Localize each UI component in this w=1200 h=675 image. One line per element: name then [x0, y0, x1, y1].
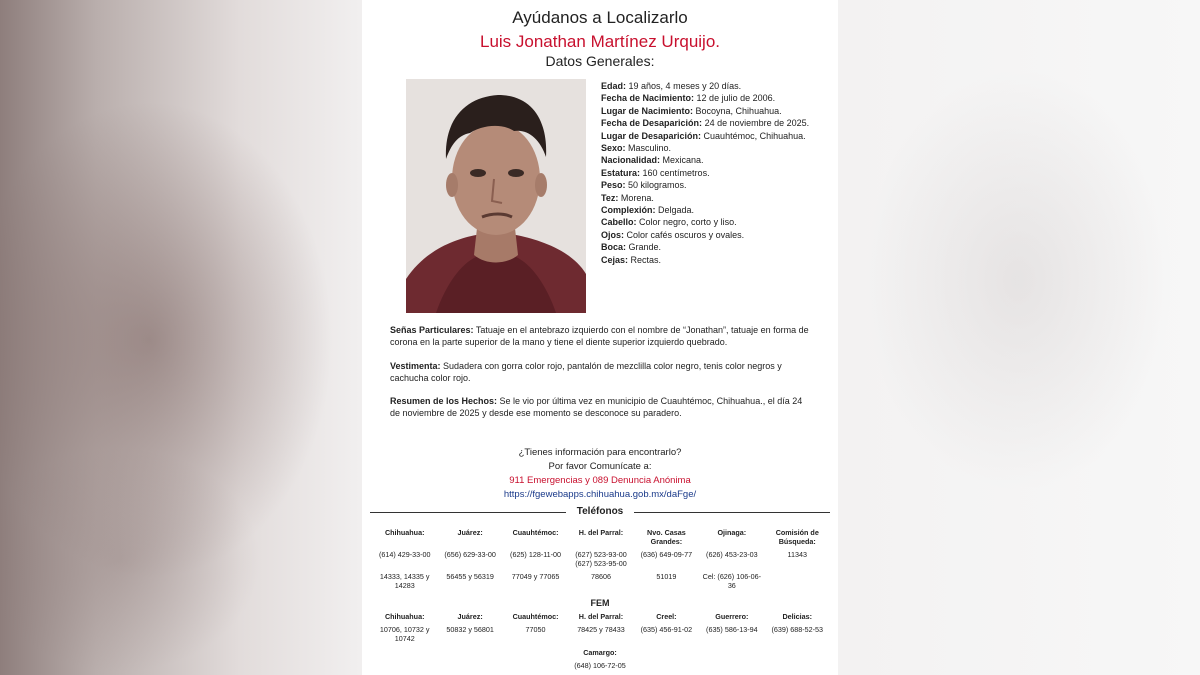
- detail-label: Edad:: [601, 81, 627, 91]
- facts-summary-label: Resumen de los Hechos:: [390, 396, 498, 406]
- detail-label: Fecha de Desaparición:: [601, 118, 703, 129]
- detail-label: Cabello:: [601, 217, 637, 228]
- detail-value: Grande.: [628, 242, 662, 253]
- emergency-numbers: 911 Emergencias y 089 Denuncia Anónima: [509, 475, 691, 486]
- phones-city-header: H. del Parral:: [578, 528, 624, 537]
- missing-person-poster: [362, 0, 838, 675]
- detail-row: [601, 92, 813, 104]
- fem-city-header: H. del Parral:: [578, 612, 624, 621]
- fem-city-header: Juárez:: [457, 612, 483, 621]
- fem-number-cell: (635) 586-13-94: [706, 625, 758, 634]
- clothing: [390, 360, 814, 384]
- phones-number-cell: (627) 523-93-00 (627) 523-95-00: [575, 550, 627, 568]
- distinguishing-marks-text: Tatuaje en el antebrazo izquierdo con el nombre de “Jonathan”, tatuaje en forma de corona en la parte superior de la mano y tiene el diente superior izquierdo quebrado.: [390, 325, 809, 347]
- detail-label: Sexo:: [601, 143, 626, 154]
- fem-city-header: Cuauhtémoc:: [512, 612, 559, 621]
- phones-table: [372, 529, 830, 590]
- phones-number-cell: 11343: [787, 550, 807, 559]
- detail-label: Ojos:: [601, 229, 625, 240]
- clothing-label: Vestimenta:: [390, 361, 441, 371]
- fem-number-cell: 78425 y 78433: [577, 625, 625, 634]
- person-name: Luis Jonathan Martínez Urquijo.: [479, 32, 721, 51]
- poster-heading: Ayúdanos a Localizarlo: [512, 8, 688, 27]
- phones-city-header: Juárez:: [457, 528, 483, 537]
- detail-row: [601, 179, 813, 191]
- fem-table: [372, 613, 830, 643]
- fem-number-cell: (639) 688-52-53: [771, 625, 824, 634]
- detail-value: Masculino.: [628, 143, 672, 154]
- fem-city-header: Creel:: [656, 612, 677, 621]
- distinguishing-marks: [390, 324, 814, 348]
- fem-camargo-label: Camargo:: [583, 648, 617, 657]
- detail-row: [601, 254, 813, 266]
- phones-number-cell: (636) 649-09-77: [640, 550, 693, 559]
- detail-label: Complexión:: [601, 205, 656, 216]
- detail-label: Nacionalidad:: [601, 155, 661, 166]
- detail-value: Morena.: [620, 192, 654, 203]
- fem-city-header: Delicias:: [782, 612, 813, 621]
- detail-row: [601, 105, 813, 117]
- phones-extension-cell: [765, 573, 830, 590]
- phones-city-header: Cuauhtémoc:: [512, 528, 559, 537]
- detail-row: [601, 216, 813, 228]
- detail-value: Mexicana.: [662, 155, 704, 166]
- background-blur-right: [838, 0, 1200, 675]
- detail-value: Delgada.: [658, 205, 695, 216]
- fem-city-header: Chihuahua:: [384, 612, 425, 621]
- detail-row: [601, 130, 813, 142]
- detail-row: [601, 204, 813, 216]
- phones-extension-cell: 78606: [590, 572, 611, 581]
- detail-label: Boca:: [601, 242, 627, 253]
- phones-extension-cell: 77049 y 77065: [511, 572, 560, 581]
- detail-value: Color cafés oscuros y ovales.: [626, 229, 745, 240]
- fem-city-header: Guerrero:: [715, 612, 749, 621]
- detail-label: Fecha de Nacimiento:: [601, 93, 695, 104]
- general-data-list: [601, 80, 813, 266]
- fem-number-cell: (635) 456-91-02: [640, 625, 693, 634]
- phones-extension-cell: 51019: [656, 572, 677, 581]
- phones-city-header: Ojinaga:: [717, 528, 747, 537]
- detail-row: [601, 80, 813, 92]
- detail-value: Color negro, corto y liso.: [639, 217, 737, 228]
- detail-value: 50 kilogramos.: [628, 180, 687, 191]
- person-photo: [406, 79, 586, 313]
- facts-summary: [390, 395, 814, 419]
- detail-label: Cejas:: [601, 254, 629, 265]
- detail-label: Lugar de Nacimiento:: [601, 105, 694, 116]
- contact-please: Por favor Comunícate a:: [548, 461, 652, 472]
- phones-number-cell: (625) 128-11-00: [510, 550, 562, 559]
- phones-extension-cell: 14333, 14335 y 14283: [379, 572, 430, 590]
- phones-extension-cell: 56455 y 56319: [446, 572, 494, 581]
- phones-city-header: Comisión de Búsqueda:: [775, 528, 819, 546]
- fem-number-cell: 50832 y 56801: [446, 625, 494, 634]
- detail-label: Peso:: [601, 180, 626, 191]
- detail-row: [601, 117, 813, 129]
- detail-label: Estatura:: [601, 167, 641, 178]
- fem-title: FEM: [590, 598, 610, 608]
- detail-value: 160 centímetros.: [642, 167, 710, 178]
- detail-row: [601, 241, 813, 253]
- contact-question: ¿Tienes información para encontrarlo?: [518, 447, 682, 458]
- phones-number-cell: (656) 629-33-00: [444, 550, 496, 559]
- detail-row: [601, 142, 813, 154]
- detail-label: Lugar de Desaparición:: [601, 130, 702, 141]
- section-title-general-data: Datos Generales:: [545, 53, 655, 69]
- portrait-illustration: [406, 79, 586, 313]
- phones-title: Teléfonos: [576, 506, 624, 517]
- detail-value: Rectas.: [630, 254, 662, 265]
- detail-row: [601, 167, 813, 179]
- phones-city-header: Nvo. Casas Grandes:: [647, 528, 686, 546]
- distinguishing-marks-label: Señas Particulares:: [390, 325, 474, 335]
- background-blur-left: [0, 0, 362, 675]
- phones-number-cell: (614) 429-33-00: [378, 550, 431, 559]
- report-url-link[interactable]: https://fgewebapps.chihuahua.gob.mx/daFge/: [503, 489, 697, 500]
- detail-value: Cuauhtémoc, Chihuahua.: [703, 130, 806, 141]
- fem-number-cell: 10706, 10732 y 10742: [379, 625, 430, 643]
- clothing-text: Sudadera con gorra color rojo, pantalón de mezclilla color negro, tenis color negros y cachucha color rojo.: [390, 361, 782, 383]
- detail-label: Tez:: [601, 192, 619, 203]
- fem-camargo-phone: (648) 106-72-05: [574, 661, 626, 670]
- facts-summary-text: Se le vio por última vez en municipio de Cuauhtémoc, Chihuahua., el día 24 de noviembre de 2025 y desde ese momento se desconoce su paradero.: [390, 396, 803, 418]
- detail-value: 12 de julio de 2006.: [696, 93, 776, 104]
- phones-number-cell: (626) 453-23-03: [706, 550, 758, 559]
- detail-row: [601, 229, 813, 241]
- detail-value: 19 años, 4 meses y 20 días.: [628, 81, 742, 91]
- detail-value: Bocoyna, Chihuahua.: [695, 105, 782, 116]
- fem-number-cell: 77050: [525, 625, 546, 634]
- phones-extension-cell: Cel: (626) 106-06-36: [702, 572, 761, 590]
- detail-row: [601, 192, 813, 204]
- phones-city-header: Chihuahua:: [384, 528, 425, 537]
- detail-value: 24 de noviembre de 2025.: [704, 118, 810, 129]
- detail-row: [601, 154, 813, 166]
